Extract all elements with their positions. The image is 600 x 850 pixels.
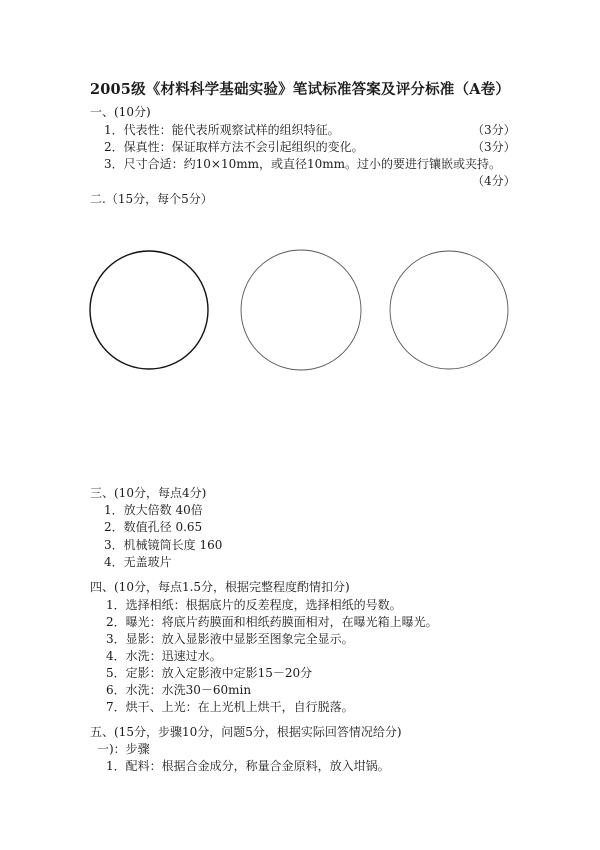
section1-item-2-score: （3分） bbox=[472, 140, 516, 154]
circle-2 bbox=[241, 250, 361, 370]
section3-item-4: 4．无盖玻片 bbox=[104, 555, 172, 569]
section5-subheading: 一)：步骤 bbox=[97, 742, 150, 756]
section4-item-6: 6．水洗：水洗30－60min bbox=[106, 683, 252, 697]
section3-item-3: 3．机械镜筒长度 160 bbox=[104, 538, 223, 552]
section4-heading: 四、(10分，每点1.5分，根据完整程度酌情扣分) bbox=[90, 580, 350, 594]
section3-item-2: 2．数值孔径 0.65 bbox=[104, 520, 203, 534]
section3-heading: 三、(10分，每点4分) bbox=[90, 486, 207, 500]
section4-item-7: 7．烘干、上光：在上光机上烘干，自行脱落。 bbox=[106, 700, 354, 714]
section3-item-1: 1．放大倍数 40倍 bbox=[104, 503, 203, 517]
section4-item-3: 3．显影：放入显影液中显影至图象完全显示。 bbox=[106, 632, 354, 646]
section1-item-1: 1．代表性：能代表所观察试样的组织特征。 bbox=[104, 123, 340, 137]
page-title: 2005级《材料科学基础实验》笔试标准答案及评分标准（A卷） bbox=[89, 81, 511, 98]
section4-item-4: 4．水洗：迅速过水。 bbox=[106, 649, 222, 663]
section1-item-3: 3．尺寸合适：约10×10mm，或直径10mm。过小的要进行镶嵌或夹持。 bbox=[104, 157, 502, 171]
circle-1 bbox=[90, 251, 208, 369]
section1-item-1-score: （3分） bbox=[472, 123, 516, 137]
section4-item-5: 5．定影：放入定影液中定影15－20分 bbox=[106, 666, 313, 680]
section1-heading: 一、(10分) bbox=[90, 105, 151, 119]
section4-item-2: 2．曝光：将底片药膜面和相纸药膜面相对，在曝光箱上曝光。 bbox=[106, 615, 438, 629]
section2-heading: 二.（15分，每个5分） bbox=[90, 192, 213, 206]
section5-item-1: 1．配料：根据合金成分，称量合金原料，放入坩锅。 bbox=[106, 759, 390, 773]
section4-item-1: 1．选择相纸：根据底片的反差程度，选择相纸的号数。 bbox=[106, 598, 402, 612]
circle-3 bbox=[390, 251, 508, 369]
section1-item-3-score: （4分） bbox=[472, 174, 516, 188]
microstructure-circles bbox=[0, 230, 600, 410]
section1-item-2: 2．保真性：保证取样方法不会引起组织的变化。 bbox=[104, 140, 364, 154]
section5-heading: 五、(15分，步骤10分，问题5分，根据实际回答情况给分) bbox=[90, 725, 402, 739]
